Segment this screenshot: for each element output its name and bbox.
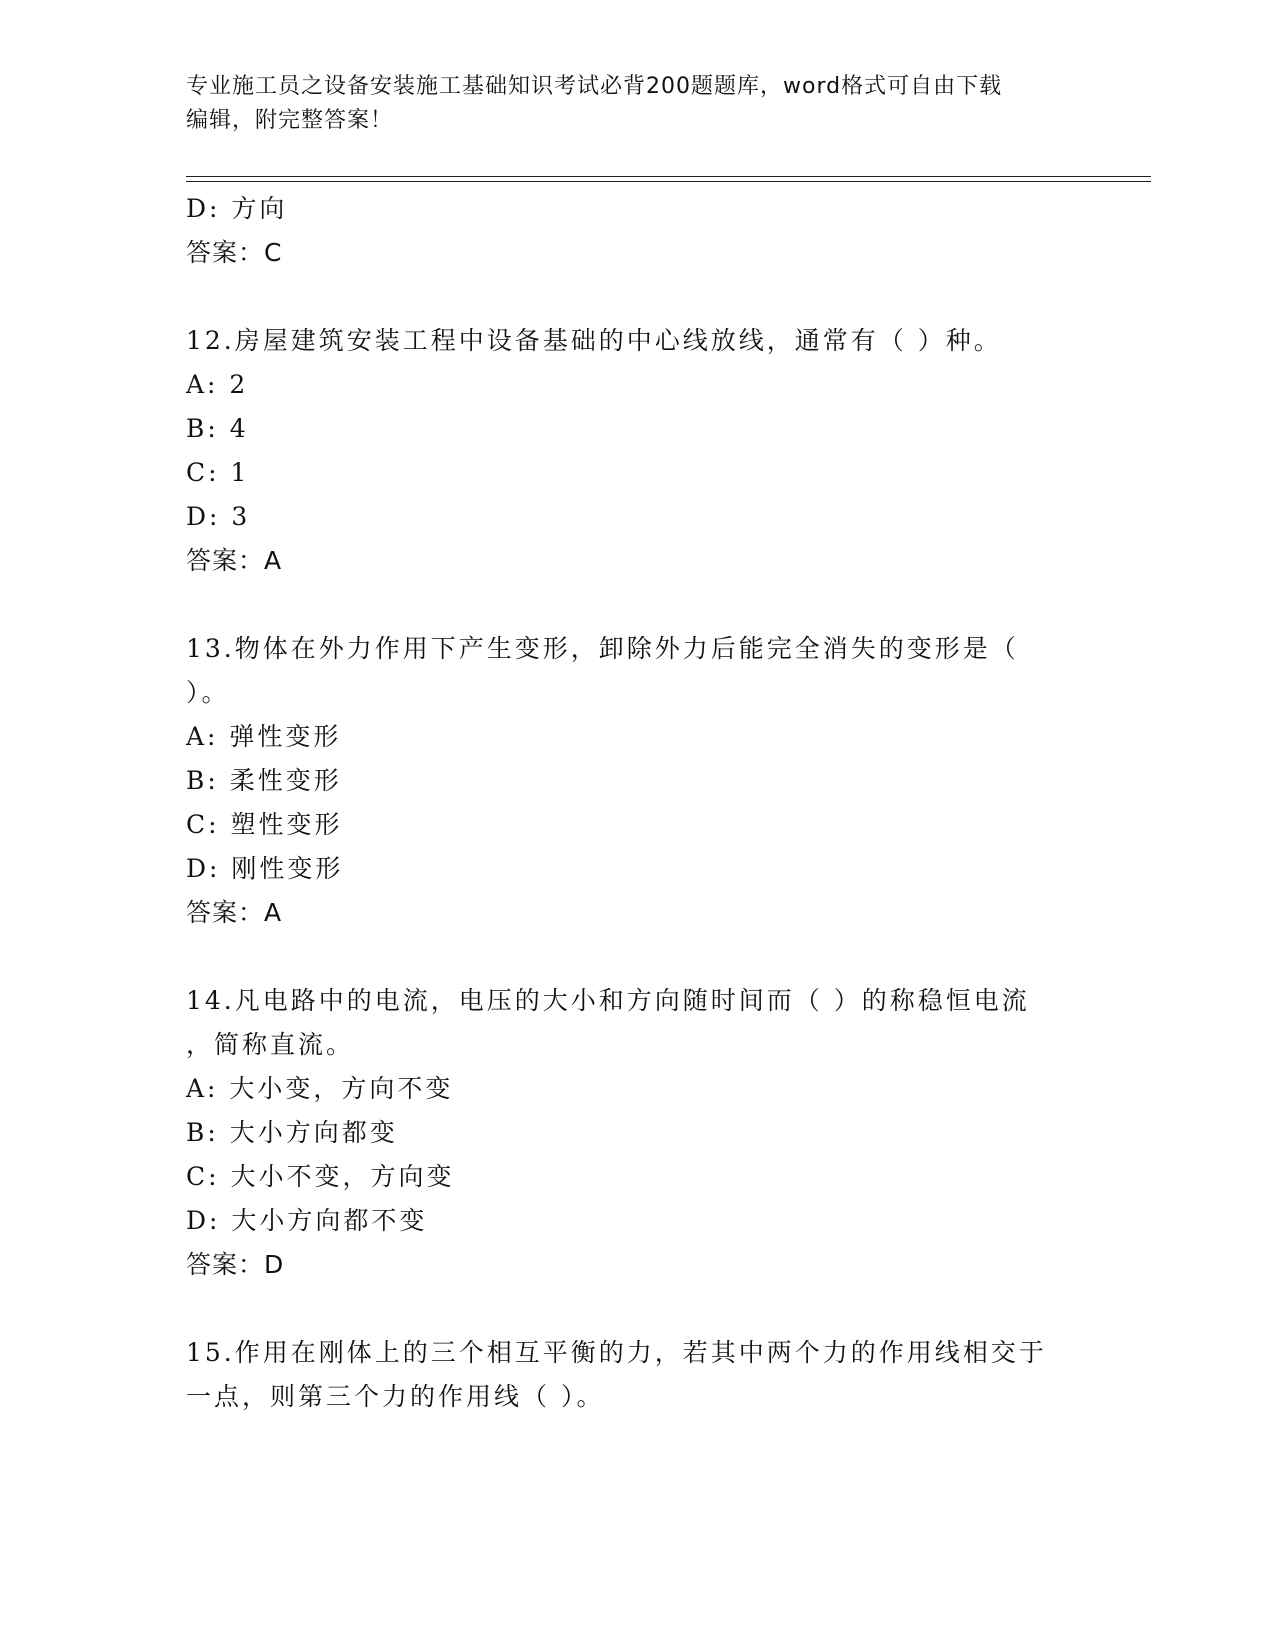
- question-12-option-a: A: 2: [186, 370, 249, 399]
- prev-answer: 答案：C: [186, 238, 283, 267]
- question-12-option-d: D: 3: [186, 502, 251, 531]
- question-12-option-b: B: 4: [186, 414, 249, 443]
- question-15-text-line-2: 一点，则第三个力的作用线（ ）。: [186, 1382, 605, 1411]
- header-divider-bottom: [186, 181, 1151, 182]
- question-12-text: 12.房屋建筑安装工程中设备基础的中心线放线，通常有（ ）种。: [186, 326, 1002, 355]
- question-12-option-c: C: 1: [186, 458, 250, 487]
- question-14-answer: 答案：D: [186, 1250, 285, 1279]
- question-13-text-line-2: ）。: [186, 678, 230, 707]
- prev-option-d: D: 方向: [186, 194, 288, 223]
- question-13-text-line-1: 13.物体在外力作用下产生变形，卸除外力后能完全消失的变形是（: [186, 634, 1019, 663]
- question-14-text-line-2: ，简称直流。: [186, 1030, 355, 1059]
- question-12-answer: 答案：A: [186, 546, 283, 575]
- question-14-option-d: D: 大小方向都不变: [186, 1206, 428, 1235]
- header-divider-top: [186, 176, 1151, 177]
- question-13-option-d: D: 刚性变形: [186, 854, 344, 883]
- document-header: [186, 70, 1066, 138]
- question-14-option-c: C: 大小不变，方向变: [186, 1162, 455, 1191]
- question-13-option-a: A: 弹性变形: [186, 722, 342, 751]
- header-line-1: 专业施工员之设备安装施工基础知识考试必背200题题库，word格式可自由下载: [186, 74, 1003, 99]
- question-14-option-b: B: 大小方向都变: [186, 1118, 398, 1147]
- question-14-option-a: A: 大小变，方向不变: [186, 1074, 454, 1103]
- question-15-text-line-1: 15.作用在刚体上的三个相互平衡的力，若其中两个力的作用线相交于: [186, 1338, 1047, 1367]
- question-13-option-c: C: 塑性变形: [186, 810, 343, 839]
- question-14-text-line-1: 14.凡电路中的电流，电压的大小和方向随时间而（ ）的称稳恒电流: [186, 986, 1030, 1015]
- header-line-2: 编辑，附完整答案！: [186, 108, 394, 133]
- question-13-answer: 答案：A: [186, 898, 283, 927]
- question-13-option-b: B: 柔性变形: [186, 766, 342, 795]
